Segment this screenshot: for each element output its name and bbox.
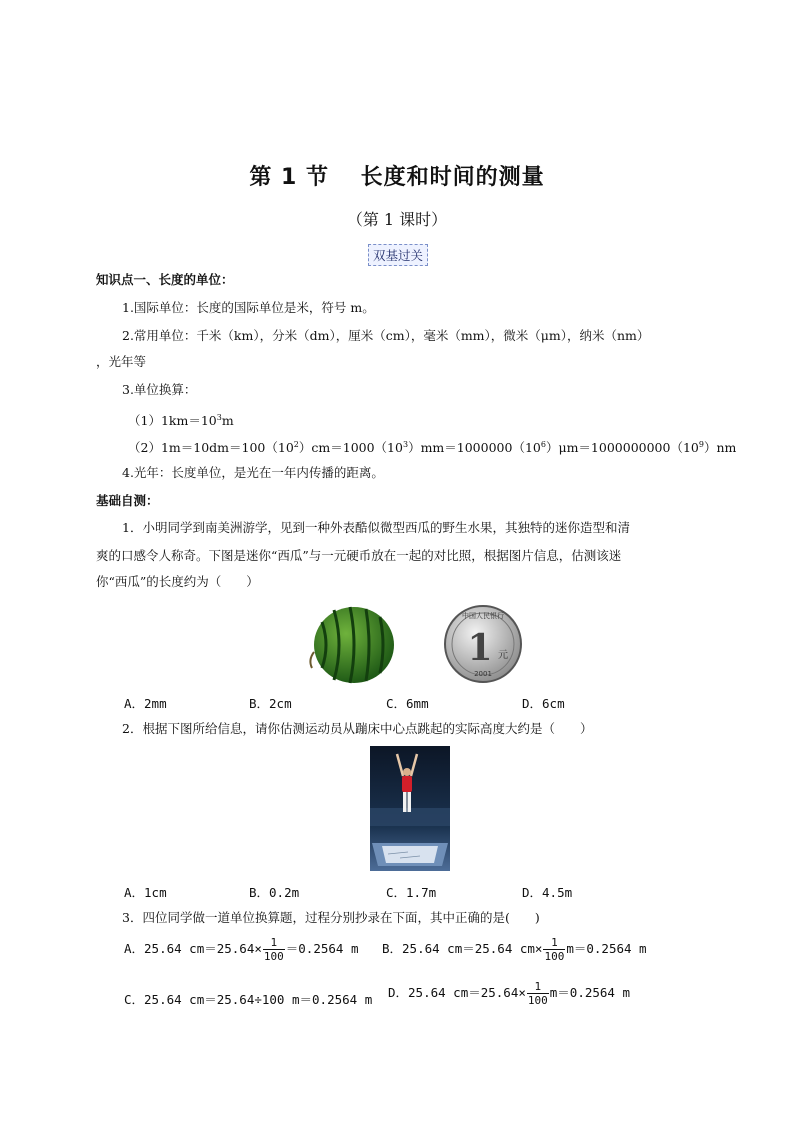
q3-option-a-result: ＝0.2564 m	[285, 941, 359, 956]
q2-option-b: B．0.2m	[249, 885, 300, 900]
conversion-2-exp-3: 6	[540, 440, 546, 449]
knowledge-item-2-line-2: ，光年等	[96, 354, 147, 369]
q1-option-a: A．2mm	[124, 696, 167, 711]
q1-stem-line-2: 爽的口感令人称奇。下图是迷你“西瓜”与一元硬币放在一起的对比照，根据图片信息，估测该迷	[96, 548, 622, 563]
fraction-numerator: 1	[527, 980, 549, 994]
coin-year: 2001	[474, 670, 492, 678]
q3-option-b	[382, 936, 647, 963]
watermelon-coin-photo	[300, 600, 530, 690]
conversion-2	[128, 437, 736, 456]
conversion-2-exp-2: 3	[402, 440, 409, 449]
knowledge-item-1: 1.国际单位：长度的国际单位是米，符号 m。	[122, 300, 375, 315]
conversion-2-part-c: ）mm＝1000000（10	[408, 440, 541, 455]
q3-option-b-fraction	[543, 936, 565, 963]
conversion-2-exp-1: 2	[293, 440, 299, 449]
page-title: 第 1 节 长度和时间的测量	[249, 165, 545, 190]
q3-option-a	[124, 936, 358, 963]
page-subtitle: （第 1 课时）	[346, 210, 448, 229]
conversion-1-exponent: 3	[216, 413, 222, 422]
knowledge-item-2-line-1: 2.常用单位：千米（km），分米（dm），厘米（cm），毫米（mm），微米（μm），纳米（nm）	[122, 328, 650, 343]
q3-option-b-text: B．25.64 cm＝25.64 cm×	[382, 941, 543, 956]
fraction-numerator: 1	[543, 936, 565, 950]
q3-option-d-fraction	[527, 980, 549, 1007]
coin-unit: 元	[498, 650, 508, 661]
q2-option-c: C．1.7m	[386, 885, 437, 900]
conversion-2-exp-4: 9	[698, 440, 704, 449]
one-yuan-coin	[445, 606, 521, 682]
q3-stem: 3．四位同学做一道单位换算题，过程分别抄录在下面，其中正确的是( )	[122, 910, 540, 925]
q3-option-c: C．25.64 cm＝25.64÷100 m＝0.2564 m	[124, 992, 373, 1007]
q3-option-a-text: A．25.64 cm＝25.64×	[124, 941, 262, 956]
conversion-2-part-d: ）μm＝1000000000（10	[545, 440, 699, 455]
q1-option-d: D．6cm	[522, 696, 565, 711]
conversion-2-part-b: ）cm＝1000（10	[298, 440, 403, 455]
q1-stem-line-1: 1．小明同学到南美洲游学，见到一种外表酷似微型西瓜的野生水果，其独特的迷你造型和清	[122, 520, 630, 535]
q3-option-a-fraction	[263, 936, 285, 963]
section-tag: 双基过关	[368, 244, 428, 266]
trampoline-athlete-photo	[370, 746, 450, 871]
self-test-heading: 基础自测：	[96, 493, 159, 508]
watermelon	[310, 607, 394, 683]
knowledge-item-3: 3.单位换算：	[122, 382, 197, 397]
coin-bank-text: 中国人民银行	[462, 612, 504, 620]
q1-stem-line-3: 你“西瓜”的长度约为（ ）	[96, 574, 259, 589]
q3-option-d-text: D．25.64 cm＝25.64×	[388, 985, 526, 1000]
q1-option-b: B．2cm	[249, 696, 292, 711]
q2-option-a: A．1cm	[124, 885, 167, 900]
conversion-2-part-a: （2）1m＝10dm＝100（10	[128, 440, 294, 455]
q2-stem: 2．根据下图所给信息，请你估测运动员从蹦床中心点跳起的实际高度大约是（ ）	[122, 721, 593, 736]
conversion-1-suffix: m	[221, 413, 234, 428]
q3-option-b-result: m＝0.2564 m	[566, 941, 647, 956]
knowledge-heading: 知识点一、长度的单位：	[96, 272, 234, 287]
conversion-1-prefix: （1）1km＝10	[128, 413, 217, 428]
coin-value: 1	[467, 627, 493, 669]
q3-option-d	[388, 980, 630, 1007]
conversion-2-part-f: ）nm	[703, 440, 737, 455]
q1-option-c: C．6mm	[386, 696, 429, 711]
fraction-denominator: 100	[527, 994, 548, 1007]
fraction-numerator: 1	[263, 936, 285, 950]
fraction-denominator: 100	[544, 950, 565, 963]
fraction-denominator: 100	[263, 950, 284, 963]
q2-option-d: D．4.5m	[522, 885, 573, 900]
conversion-1	[128, 410, 234, 429]
q3-option-d-result: m＝0.2564 m	[549, 985, 630, 1000]
knowledge-item-4: 4.光年：长度单位，是光在一年内传播的距离。	[122, 465, 384, 480]
